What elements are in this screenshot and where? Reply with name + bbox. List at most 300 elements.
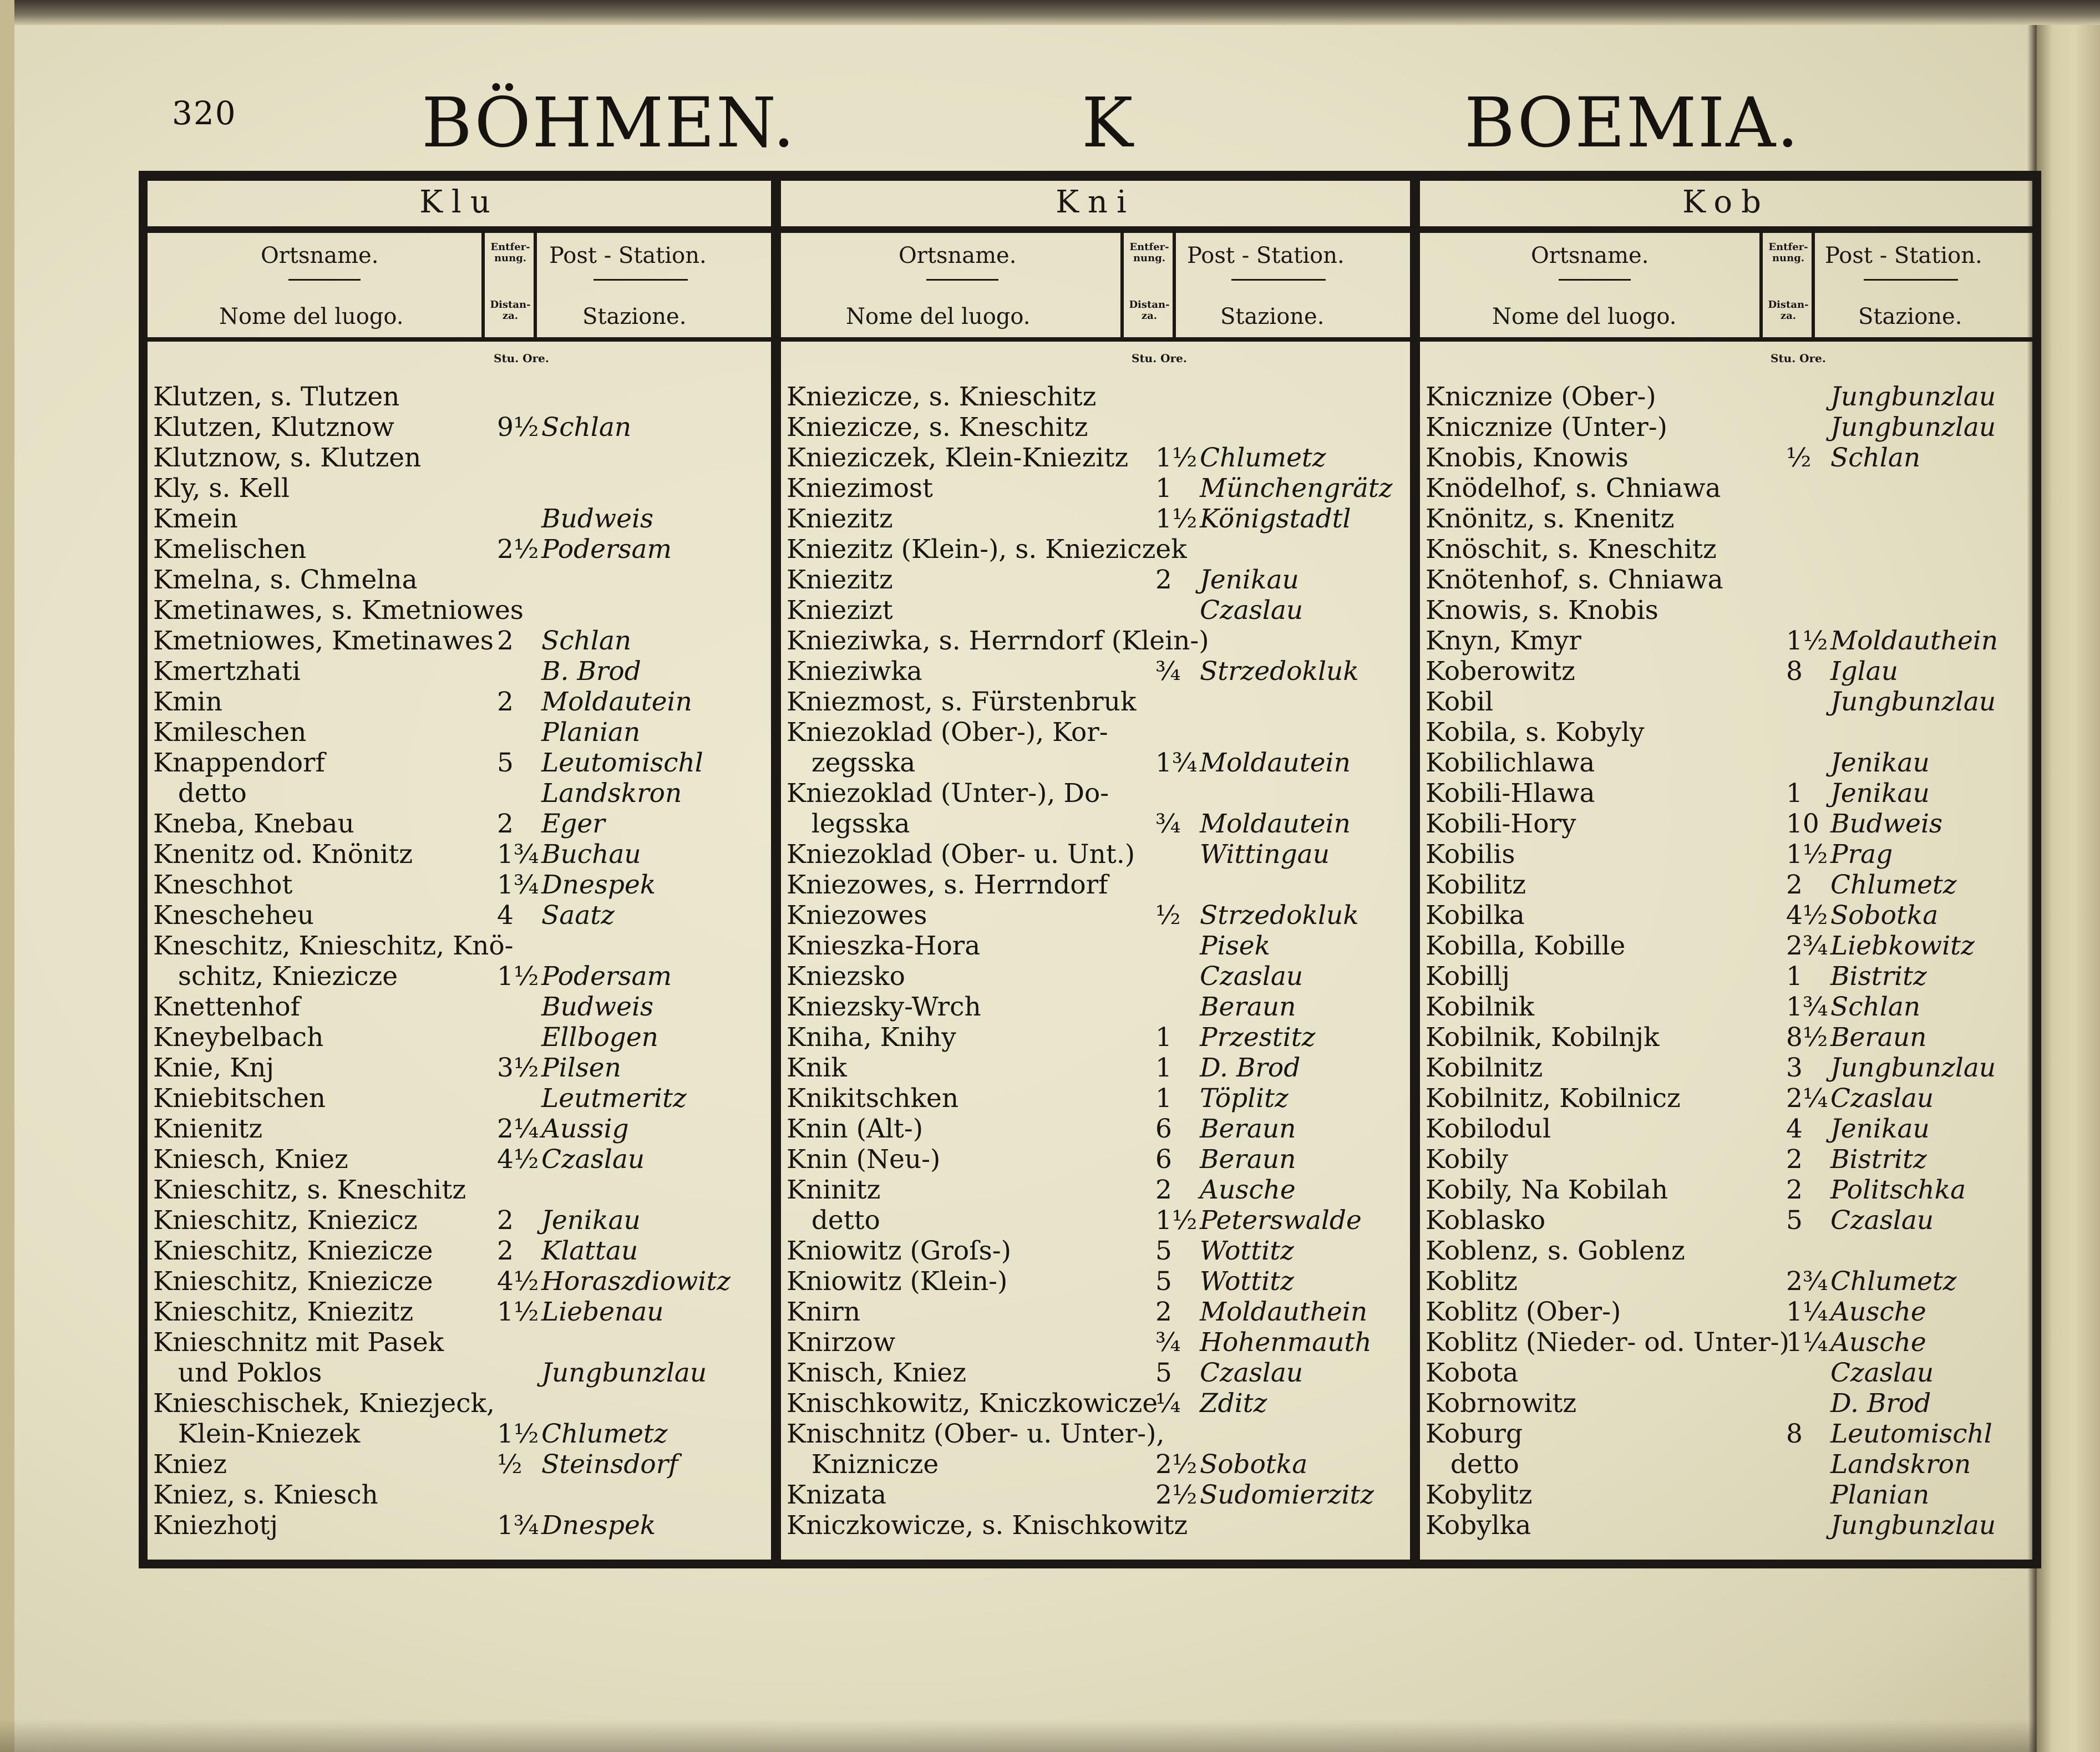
place-name: Kobylitz <box>1426 1480 1533 1510</box>
section-letter: K <box>1082 83 1134 163</box>
table-row <box>787 534 1408 565</box>
post-station: Sobotka <box>1830 900 1939 931</box>
place-name: Kniezowes, s. Herrndorf <box>787 870 1108 900</box>
place-name: Kmein <box>153 504 238 534</box>
place-name: Knieszka-Hora <box>787 931 981 961</box>
place-name: Kneschhot <box>153 870 293 900</box>
place-name: Knik <box>787 1053 847 1083</box>
distance-value: 2 <box>1786 1144 1803 1175</box>
place-name: Kobilitz <box>1426 870 1526 900</box>
table-row <box>153 839 769 870</box>
place-name: zegsska <box>787 748 916 778</box>
subheading-name-german: Ortsname. <box>1531 243 1649 268</box>
post-station: Chlumetz <box>1830 870 1957 900</box>
post-station: Czaslau <box>541 1144 645 1175</box>
post-station: Königstadtl <box>1200 504 1351 534</box>
page-title-german: BÖHMEN. <box>422 83 796 163</box>
table-row <box>787 1449 1408 1480</box>
post-station: Czaslau <box>1200 961 1303 992</box>
distance-value: 4½ <box>497 1144 539 1175</box>
distance-value: 1½ <box>1155 504 1198 534</box>
table-row <box>787 565 1408 595</box>
table-row <box>1426 1053 2030 1083</box>
place-name: Kniezicze, s. Knieschitz <box>787 382 1097 412</box>
post-station: Dnespek <box>541 1510 656 1541</box>
place-name: Kmelischen <box>153 534 307 565</box>
table-row <box>1426 1449 2030 1480</box>
post-station: Töplitz <box>1200 1083 1289 1114</box>
post-station: Sobotka <box>1200 1449 1308 1480</box>
post-station: Moldautein <box>1200 748 1351 778</box>
distance-value: 10 <box>1786 809 1819 839</box>
distance-value: ¾ <box>1155 809 1181 839</box>
distance-value: 3½ <box>497 1053 539 1083</box>
distance-value: 1¾ <box>497 870 539 900</box>
subheading-hours: Stu. Ore. <box>494 352 549 365</box>
table-row <box>1426 412 2030 443</box>
table-row <box>787 1053 1408 1083</box>
subheading-separator <box>1173 233 1176 338</box>
subheading-post-german: Post - Station. <box>549 243 707 268</box>
post-station: Czaslau <box>1830 1358 1934 1388</box>
place-name: Knin (Neu-) <box>787 1144 941 1175</box>
table-row <box>1426 687 2030 717</box>
table-row <box>153 900 769 931</box>
post-station: Leutmeritz <box>541 1083 687 1114</box>
distance-value: 2½ <box>497 534 539 565</box>
place-name: Kniez, s. Kniesch <box>153 1480 378 1510</box>
post-station: Liebkowitz <box>1830 931 1975 961</box>
table-row <box>1426 534 2030 565</box>
table-row <box>1426 992 2030 1022</box>
place-name: Kobila, s. Kobyly <box>1426 717 1645 748</box>
table-row <box>1426 1236 2030 1266</box>
table-row <box>1426 443 2030 473</box>
place-name: Knischnitz (Ober- u. Unter-), <box>787 1419 1165 1449</box>
place-name: Knikitschken <box>787 1083 959 1114</box>
column-heading-klu: Klu <box>419 184 499 220</box>
place-name: Klutzen, s. Tlutzen <box>153 382 400 412</box>
distance-value: 2½ <box>1155 1449 1198 1480</box>
subheading-separator <box>481 233 485 338</box>
place-name: Kobil <box>1426 687 1494 717</box>
table-row <box>787 1266 1408 1297</box>
distance-value: 2 <box>497 1236 514 1266</box>
place-name: Knizata <box>787 1480 887 1510</box>
post-station: D. Brod <box>1200 1053 1301 1083</box>
distance-value: 8 <box>1786 656 1803 687</box>
place-name: Klutznow, s. Klutzen <box>153 443 422 473</box>
distance-value: 4 <box>1786 1114 1803 1144</box>
distance-value: 2¾ <box>1786 1266 1828 1297</box>
subheading-distance-german: Entfer-nung. <box>1129 241 1169 264</box>
post-station: Schlan <box>1830 443 1921 473</box>
place-name: Kniowitz (Groſs-) <box>787 1236 1011 1266</box>
subheading-post-italian: Stazione. <box>1220 304 1325 329</box>
table-row <box>1426 900 2030 931</box>
table-row <box>787 443 1408 473</box>
post-station: Wittingau <box>1200 839 1330 870</box>
column-divider-1 <box>771 171 781 1568</box>
place-name: Kniezitz <box>787 565 893 595</box>
table-row <box>787 382 1408 412</box>
distance-value: 2 <box>1155 565 1172 595</box>
post-station: Ausche <box>1830 1297 1926 1327</box>
table-row <box>787 504 1408 534</box>
distance-value: ¼ <box>1155 1388 1181 1419</box>
table-row <box>787 717 1408 748</box>
post-station: Landskron <box>1830 1449 1971 1480</box>
place-name: Kneybelbach <box>153 1022 324 1053</box>
table-row <box>1426 1114 2030 1144</box>
post-station: Budweis <box>541 504 654 534</box>
place-name: Kobrnowitz <box>1426 1388 1577 1419</box>
post-station: Saatz <box>541 900 615 931</box>
post-station: Moldautein <box>541 687 692 717</box>
post-station: Czaslau <box>1200 595 1303 626</box>
place-name: Kobili-Hory <box>1426 809 1576 839</box>
post-station: Ausche <box>1830 1327 1926 1358</box>
place-name: Knönitz, s. Knenitz <box>1426 504 1675 534</box>
post-station: Beraun <box>1200 1114 1296 1144</box>
place-name: Kobilka <box>1426 900 1525 931</box>
post-station: Chlumetz <box>1200 443 1326 473</box>
distance-value: ½ <box>1155 900 1181 931</box>
post-station: Czaslau <box>1200 1358 1303 1388</box>
table-row <box>153 1327 769 1358</box>
distance-value: 1 <box>1155 1053 1172 1083</box>
place-name: Kobylka <box>1426 1510 1531 1541</box>
post-station: Politschka <box>1830 1175 1966 1205</box>
post-station: Jenikau <box>1830 748 1930 778</box>
post-station: Moldauthein <box>1200 1297 1368 1327</box>
place-name: Kniha, Knihy <box>787 1022 956 1053</box>
place-name: Kniezoklad (Ober-), Kor- <box>787 717 1108 748</box>
table-row <box>153 382 769 412</box>
post-station: Steinsdorf <box>541 1449 678 1480</box>
distance-value: 5 <box>1786 1205 1803 1236</box>
table-row <box>153 961 769 992</box>
column-divider-2 <box>1410 171 1420 1568</box>
column-heading-kni: Kni <box>1056 184 1135 220</box>
post-station: Buchau <box>541 839 641 870</box>
place-name: Knödelhof, s. Chniawa <box>1426 473 1721 504</box>
place-name: Knöschit, s. Kneschitz <box>1426 534 1717 565</box>
table-row <box>153 1205 769 1236</box>
post-station: Zditz <box>1200 1388 1267 1419</box>
table-row <box>787 778 1408 809</box>
place-name: Kobilla, Kobille <box>1426 931 1626 961</box>
place-name: Kniezitz (Klein-), s. Knieziczek <box>787 534 1187 565</box>
place-name: Knyn, Kmyr <box>1426 626 1581 656</box>
table-row <box>1426 717 2030 748</box>
place-name: Koblitz (Nieder- od. Unter-) <box>1426 1327 1789 1358</box>
table-row <box>787 1388 1408 1419</box>
post-station: Landskron <box>541 778 682 809</box>
place-name: Knienitz <box>153 1114 263 1144</box>
column-rows-kob <box>1426 382 2030 1541</box>
subheading-post-german: Post - Station. <box>1825 243 1982 268</box>
table-row <box>787 748 1408 778</box>
table-row <box>153 1053 769 1083</box>
column-rows-klu <box>153 382 769 1541</box>
subheading-name-german: Ortsname. <box>261 243 379 268</box>
post-station: Jungbunzlau <box>1830 412 1996 443</box>
table-row <box>1426 1297 2030 1327</box>
place-name: Knowis, s. Knobis <box>1426 595 1658 626</box>
table-row <box>1426 382 2030 412</box>
distance-value: 2 <box>497 1205 514 1236</box>
place-name: Kobilnik, Kobilnjk <box>1426 1022 1660 1053</box>
table-row <box>153 565 769 595</box>
place-name: Knieziczek, Klein-Kniezitz <box>787 443 1129 473</box>
table-row <box>787 1205 1408 1236</box>
subheading-divider <box>926 279 998 281</box>
table-row <box>787 1480 1408 1510</box>
post-station: Leutomischl <box>1830 1419 1992 1449</box>
table-row <box>787 656 1408 687</box>
post-station: B. Brod <box>541 656 641 687</box>
place-name: Knescheheu <box>153 900 315 931</box>
place-name: Kniesch, Kniez <box>153 1144 348 1175</box>
table-row <box>787 870 1408 900</box>
table-row <box>1426 1327 2030 1358</box>
place-name: Kobily <box>1426 1144 1508 1175</box>
table-row <box>787 1327 1408 1358</box>
place-name: schitz, Kniezicze <box>153 961 398 992</box>
post-station: Jungbunzlau <box>1830 1510 1996 1541</box>
post-station: Beraun <box>1200 992 1296 1022</box>
table-row <box>153 1022 769 1053</box>
table-row <box>153 717 769 748</box>
place-name: Koblasko <box>1426 1205 1546 1236</box>
table-row <box>787 412 1408 443</box>
table-row <box>153 656 769 687</box>
distance-value: 8½ <box>1786 1022 1828 1053</box>
place-name: Kniezmost, s. Fürstenbruk <box>787 687 1137 717</box>
distance-value: 2 <box>1786 870 1803 900</box>
table-row <box>1426 626 2030 656</box>
table-row <box>787 809 1408 839</box>
table-row <box>1426 1144 2030 1175</box>
post-station: Schlan <box>541 626 632 656</box>
post-station: Leutomischl <box>541 748 703 778</box>
distance-value: 2¼ <box>497 1114 539 1144</box>
table-row <box>1426 1205 2030 1236</box>
table-row <box>153 992 769 1022</box>
column-heading-kob: Kob <box>1682 184 1770 220</box>
table-row <box>1426 1358 2030 1388</box>
place-name: Knieschitz, Kniezicze <box>153 1236 433 1266</box>
place-name: Knirn <box>787 1297 861 1327</box>
table-row <box>1426 809 2030 839</box>
table-row <box>1426 839 2030 870</box>
post-station: Jenikau <box>1830 778 1930 809</box>
place-name: Koburg <box>1426 1419 1523 1449</box>
post-station: Jungbunzlau <box>1830 1053 1996 1083</box>
table-row <box>787 1236 1408 1266</box>
table-row <box>153 1236 769 1266</box>
table-row <box>787 992 1408 1022</box>
table-row <box>1426 778 2030 809</box>
table-row <box>1426 504 2030 534</box>
post-station: Sudomierzitz <box>1200 1480 1374 1510</box>
place-name: detto <box>787 1205 880 1236</box>
distance-value: 5 <box>1155 1236 1172 1266</box>
distance-value: 1½ <box>1786 626 1828 656</box>
distance-value: 1 <box>1155 1083 1172 1114</box>
table-row <box>153 1083 769 1114</box>
table-bottom-border <box>139 1560 2041 1568</box>
post-station: Beraun <box>1200 1144 1296 1175</box>
subheading-rule <box>139 337 2041 342</box>
table-row <box>1426 1266 2030 1297</box>
table-row <box>787 1144 1408 1175</box>
place-name: Knischkowitz, Kniczkowicze <box>787 1388 1158 1419</box>
post-station: Moldauthein <box>1830 626 1998 656</box>
table-row <box>153 443 769 473</box>
post-station: D. Brod <box>1830 1388 1931 1419</box>
table-row <box>1426 931 2030 961</box>
subheading-separator <box>1759 233 1763 338</box>
post-station: Wottitz <box>1200 1236 1294 1266</box>
place-name: Knieschitz, s. Kneschitz <box>153 1175 466 1205</box>
table-row <box>787 595 1408 626</box>
distance-value: 2½ <box>1155 1480 1198 1510</box>
place-name: Klein-Kniezek <box>153 1419 361 1449</box>
post-station: Jenikau <box>541 1205 641 1236</box>
distance-value: 2 <box>1786 1175 1803 1205</box>
post-station: Klattau <box>541 1236 638 1266</box>
table-row <box>153 504 769 534</box>
post-station: Czaslau <box>1830 1205 1934 1236</box>
distance-value: 4½ <box>1786 900 1828 931</box>
subheading-distance-italian: Distan-za. <box>490 299 531 322</box>
distance-value: 1½ <box>1786 839 1828 870</box>
post-station: Planian <box>541 717 641 748</box>
post-station: Iglau <box>1830 656 1898 687</box>
distance-value: 4 <box>497 900 514 931</box>
place-name: Kobilodul <box>1426 1114 1551 1144</box>
place-name: Knicznize (Ober-) <box>1426 382 1656 412</box>
post-station: Bistritz <box>1830 1144 1927 1175</box>
place-name: Knieschnitz mit Pasek <box>153 1327 444 1358</box>
table-row <box>153 473 769 504</box>
post-station: Jenikau <box>1200 565 1299 595</box>
table-row <box>1426 748 2030 778</box>
place-name: Kniezoklad (Unter-), Do- <box>787 778 1109 809</box>
place-name: Kmertzhati <box>153 656 301 687</box>
subheading-name-german: Ortsname. <box>899 243 1017 268</box>
subheading-hours: Stu. Ore. <box>1132 352 1187 365</box>
distance-value: 1¾ <box>497 839 539 870</box>
place-name: Kniezoklad (Ober- u. Unt.) <box>787 839 1135 870</box>
subheading-hours: Stu. Ore. <box>1771 352 1826 365</box>
subheading-separator <box>534 233 537 338</box>
table-row <box>787 1175 1408 1205</box>
post-station: Hohenmauth <box>1200 1327 1372 1358</box>
place-name: Kniezicze, s. Kneschitz <box>787 412 1088 443</box>
place-name: legsska <box>787 809 910 839</box>
page-title-italian: BOEMIA. <box>1464 83 1800 163</box>
table-row <box>787 1510 1408 1541</box>
place-name: Kobili-Hlawa <box>1426 778 1595 809</box>
place-name: Knieschitz, Kniezicz <box>153 1205 418 1236</box>
table-row <box>787 1358 1408 1388</box>
post-station: Czaslau <box>1830 1083 1934 1114</box>
post-station: Strzedokluk <box>1200 656 1359 687</box>
table-row <box>153 534 769 565</box>
table-row <box>153 809 769 839</box>
place-name: Knötenhof, s. Chniawa <box>1426 565 1723 595</box>
table-row <box>1426 1388 2030 1419</box>
table-row <box>153 687 769 717</box>
table-row <box>787 687 1408 717</box>
distance-value: 1¾ <box>497 1510 539 1541</box>
distance-value: 1½ <box>1155 443 1198 473</box>
subheading-post-italian: Stazione. <box>582 304 687 329</box>
place-name: Knieschischek, Kniezjeck, <box>153 1388 495 1419</box>
post-station: Jungbunzlau <box>541 1358 707 1388</box>
distance-value: 1 <box>1155 1022 1172 1053</box>
place-name: Kneschitz, Knieschitz, Knö- <box>153 931 514 961</box>
distance-value: 1¾ <box>1786 992 1828 1022</box>
table-row <box>1426 1022 2030 1053</box>
post-station: Wottitz <box>1200 1266 1294 1297</box>
place-name: Kobilichlawa <box>1426 748 1595 778</box>
distance-value: 2 <box>497 687 514 717</box>
post-station: Münchengrätz <box>1200 473 1393 504</box>
table-row <box>787 1297 1408 1327</box>
table-row <box>787 839 1408 870</box>
post-station: Chlumetz <box>1830 1266 1957 1297</box>
place-name: Koblenz, s. Goblenz <box>1426 1236 1685 1266</box>
place-name: Knieschitz, Kniezicze <box>153 1266 433 1297</box>
place-name: Kniezitz <box>787 504 893 534</box>
place-name: Kniezimost <box>787 473 933 504</box>
post-station: Bistritz <box>1830 961 1927 992</box>
page-shadow <box>0 1719 2037 1752</box>
distance-value: 9½ <box>497 412 539 443</box>
place-name: Kneba, Knebau <box>153 809 354 839</box>
place-name: Kmelna, s. Chmelna <box>153 565 418 595</box>
table-row <box>153 1449 769 1480</box>
post-station: Eger <box>541 809 605 839</box>
place-name: Kniezsky-Wrch <box>787 992 981 1022</box>
table-row <box>153 870 769 900</box>
table-row <box>153 1114 769 1144</box>
table-row <box>1426 656 2030 687</box>
distance-value: 5 <box>1155 1266 1172 1297</box>
place-name: und Poklos <box>153 1358 322 1388</box>
post-station: Budweis <box>541 992 654 1022</box>
table-left-border <box>139 171 148 1568</box>
place-name: Kniowitz (Klein-) <box>787 1266 1008 1297</box>
place-name: Kmetniowes, Kmetinawes <box>153 626 494 656</box>
distance-value: 2 <box>1155 1175 1172 1205</box>
distance-value: 1 <box>1786 961 1803 992</box>
table-row <box>787 1022 1408 1053</box>
table-row <box>153 412 769 443</box>
place-name: Kobilnitz <box>1426 1053 1543 1083</box>
heading-rule <box>139 226 2041 233</box>
place-name: Kobily, Na Kobilah <box>1426 1175 1668 1205</box>
table-row <box>787 1114 1408 1144</box>
place-name: Knisch, Kniez <box>787 1358 966 1388</box>
subheading-divider <box>1864 279 1958 281</box>
subheading-distance-italian: Distan-za. <box>1768 299 1809 322</box>
place-name: Knieziwka, s. Herrndorf (Klein-) <box>787 626 1209 656</box>
